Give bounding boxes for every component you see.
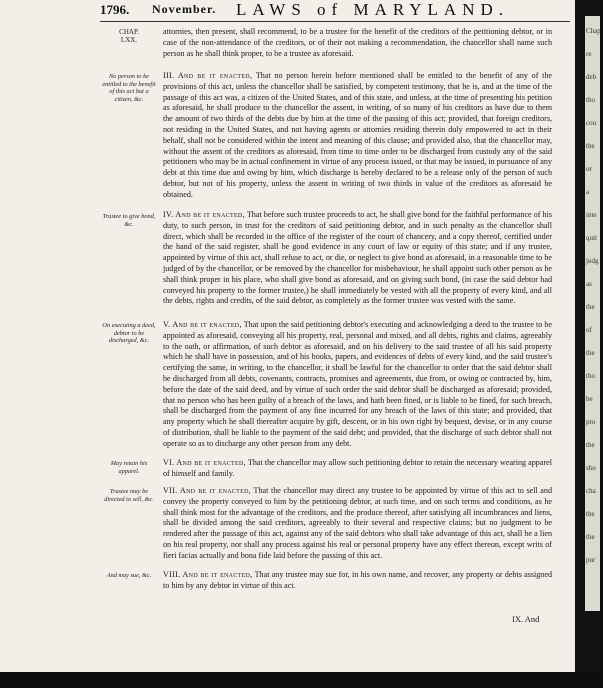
facing-page-fragment: or — [586, 165, 592, 173]
facing-page-fragment: the — [586, 510, 595, 518]
running-header-title: LAWS of MARYLAND. — [236, 0, 509, 19]
section-5 — [163, 320, 552, 450]
section-7 — [163, 486, 552, 562]
facing-page-fragment: pro — [586, 418, 596, 426]
facing-page-fragment: pur — [586, 556, 596, 564]
section-lead: V. And be it enacted, — [163, 320, 242, 329]
section-text: That the chancellor may direct any trustee to be appointed by virtue of this act to sell and convey the property conveyed to him by the petitioning debtor, at such time, and on such terms and conditions, as he shall think most for the advantage of the creditors, and the produce thereof, after satisfying all incumbrances and liens, shall be divided among the said creditors, agreeably to their several and respective claims; but no judgment to be rendered after the passage of this act, against any of the said debtors who shall take advantage of this act, shall be a lien on his real property, nor shall any process against his real or personal property have any effect thereon, except writs of fieri facias actually and bona fide laid before the passing of this act. — [163, 486, 552, 560]
section-lead: VII. And be it enacted, — [163, 486, 252, 495]
section-text: That the chancellor may allow such petitioning debtor to retain the necessary wearing apparel of himself and family. — [163, 458, 552, 478]
catchword: IX. And — [512, 614, 540, 624]
facing-page-fragment: be — [586, 395, 593, 403]
facing-page-fragment: quit — [586, 234, 597, 242]
header-rule — [100, 21, 570, 22]
facing-page-fragment: the — [586, 533, 595, 541]
margin-note-apparel: May retain his apparel. — [110, 460, 148, 475]
section-lead: VI. And be it enacted, — [163, 458, 246, 467]
facing-page-fragment: tho — [586, 372, 595, 380]
facing-page-fragment: deb — [586, 73, 597, 81]
section-8 — [163, 570, 552, 592]
paragraph-continuation — [163, 27, 552, 59]
section-6 — [163, 458, 552, 480]
facing-page-fragment: a — [586, 188, 590, 196]
facing-page-fragment: the — [586, 349, 595, 357]
section-text: That any trustee may sue for, in his own name, and recover, any property or debts assigned to him by any debtor in virtue of this act. — [163, 570, 552, 590]
margin-note-citizen: No person to be entitled to the benefit of this act but a citizen, &c. — [102, 73, 156, 103]
section-text: That upon the said petitioning debtor's executing and acknowledging a deed to the trustee to be appointed as aforesaid, conveying all his property, real, personal and mixed, and all debts, rights and claims, agreeably to the oath, or affirmation, of such debtor as aforesaid, and on his delivery to the said trustee of all his said property which he shall have in possession, and of his books, papers, and evidences of debts of every kind, and the said trustee's certifying the same, in writing, to the chancellor, it shall be lawful for the chancellor to order that the said debtor shall be discharged from all debts, covenants, contracts, promises and agreements, due from, or owing or contracted by, him, before the date of the said deed, and by virtue of such order the said debtor shall be discharged as aforesaid; provided, that no person who has been guilty of a breach of the laws, and hath been fined, or is liable to be fined, for such breach, shall be discharged from the payment of any fine incurred for any breach of the laws of this state; and provided, that any property which he shall thereafter acquire by gift, descent, or in his own right by bequest, devise, or in any course of distribution, shall be liable to the payment of the said debt; and provided, that the discharge of such debtor shall not operate so as to discharge any other person from any debt. — [163, 320, 552, 448]
section-text: That before such trustee proceeds to act, he shall give bond for the faithful performance of his duty, to such person, in trust for the creditors of said petitioning debtor, and in such penalty as the chancellor shall direct, which shall be recorded in the office of the register of the court of chancery, and a copy thereof, certified under the hand of the said register, shall be good evidence in any court of law or equity of this state; and if any trustee, appointed by virtue of this act, shall refuse to act, or die, or neglect to give bond as aforesaid, in a reasonable time to be judged of by the chancellor, or be removed by the chancellor for misbehaviour, he shall appoint such other person as he shall think proper in his place, who shall give bond as aforesaid, and on giving such bond, (in case the said debtor had conveyed his property to the former trustee,) he shall immediately be vested with all the property of every kind, and all the debts, rights and credits, of the said debtor, as completely as the former trustee was vested with the same. — [163, 210, 552, 306]
facing-page-fragment: cou — [586, 119, 597, 127]
facing-page-fragment: inte — [586, 211, 597, 219]
scan-border — [0, 672, 600, 688]
section-4 — [163, 210, 552, 307]
facing-page-fragment: cha — [586, 487, 596, 495]
paragraph-text: attornies, then present, shall recommend, to be a trustee for the benefit of the creditors of the petitioning debtor, or in case of the non-attendance of the creditors, or of their not making a recommendation, the chancellor shall name such person as he shall think proper, to be a trustee as aforesaid. — [163, 27, 552, 58]
facing-page-fragment: the — [586, 142, 595, 150]
section-lead: VIII. And be it enacted, — [163, 570, 253, 579]
facing-page-edge — [585, 16, 603, 611]
facing-page-fragment: of — [586, 326, 592, 334]
margin-note-deed-discharge: On executing a deed, debtor to be discharged, &c. — [102, 322, 156, 344]
facing-page-fragment: the — [586, 441, 595, 449]
running-header-month: November. — [152, 2, 217, 16]
facing-page-fragment: the — [586, 303, 595, 311]
margin-note-trustee-bond: Trustee to give bond, &c. — [102, 213, 156, 228]
chapter-word: CHAP. — [119, 28, 139, 36]
running-header-year: 1796. — [100, 2, 130, 17]
margin-note-sell: Trustee may be directed to sell, &c. — [104, 488, 154, 503]
margin-note-sue: And may sue, &c. — [106, 572, 152, 579]
facing-page-fragment: as — [586, 280, 592, 288]
chapter-number: LXX. — [120, 36, 138, 44]
facing-page-fragment: Chap. — [586, 27, 603, 35]
facing-page-fragment: sho — [586, 464, 596, 472]
facing-page-fragment: judg — [586, 257, 599, 265]
section-text: That no person herein before mentioned shall be entitled to the benefit of any of the provisions of this act, unless the chancellor shall be satisfied, by competent testimony, that he is, and at the time of the passage of this act was, a citizen of the United States, and of this state, and unless, at the time of presenting his petition as aforesaid, he shall produce to the chancellor the assent, in writing, of so many of his creditors as have due to them the amount of two thirds of the debts due by him at the time of the passing of this act; provided, that foreign creditors, not residing in the United States, and not having agents or attornies residing therein duly empowered to act in their behalf, shall not be considered within the intent and meaning of this clause; and provided also, that the chancellor may, without the assent of the creditors as aforesaid, from time to time order to be discharged from custody any of the said petitioners who may be in actual confinement in virtue of any process issued, or that may be issued, in pursuance of any debt at this time due and owing by him, which discharge is hereby declared to be a release only of the person of such debtor, but not of his property, unless the assent in writing of two thirds in value of the creditors as aforesaid be obtained. — [163, 71, 552, 199]
chapter-label — [100, 28, 158, 44]
facing-page-fragment: tho — [586, 96, 595, 104]
facing-page-fragment: re — [586, 50, 592, 58]
section-lead: IV. And be it enacted, — [163, 210, 245, 219]
section-lead: III. And be it enacted, — [163, 71, 253, 80]
section-3 — [163, 71, 552, 201]
